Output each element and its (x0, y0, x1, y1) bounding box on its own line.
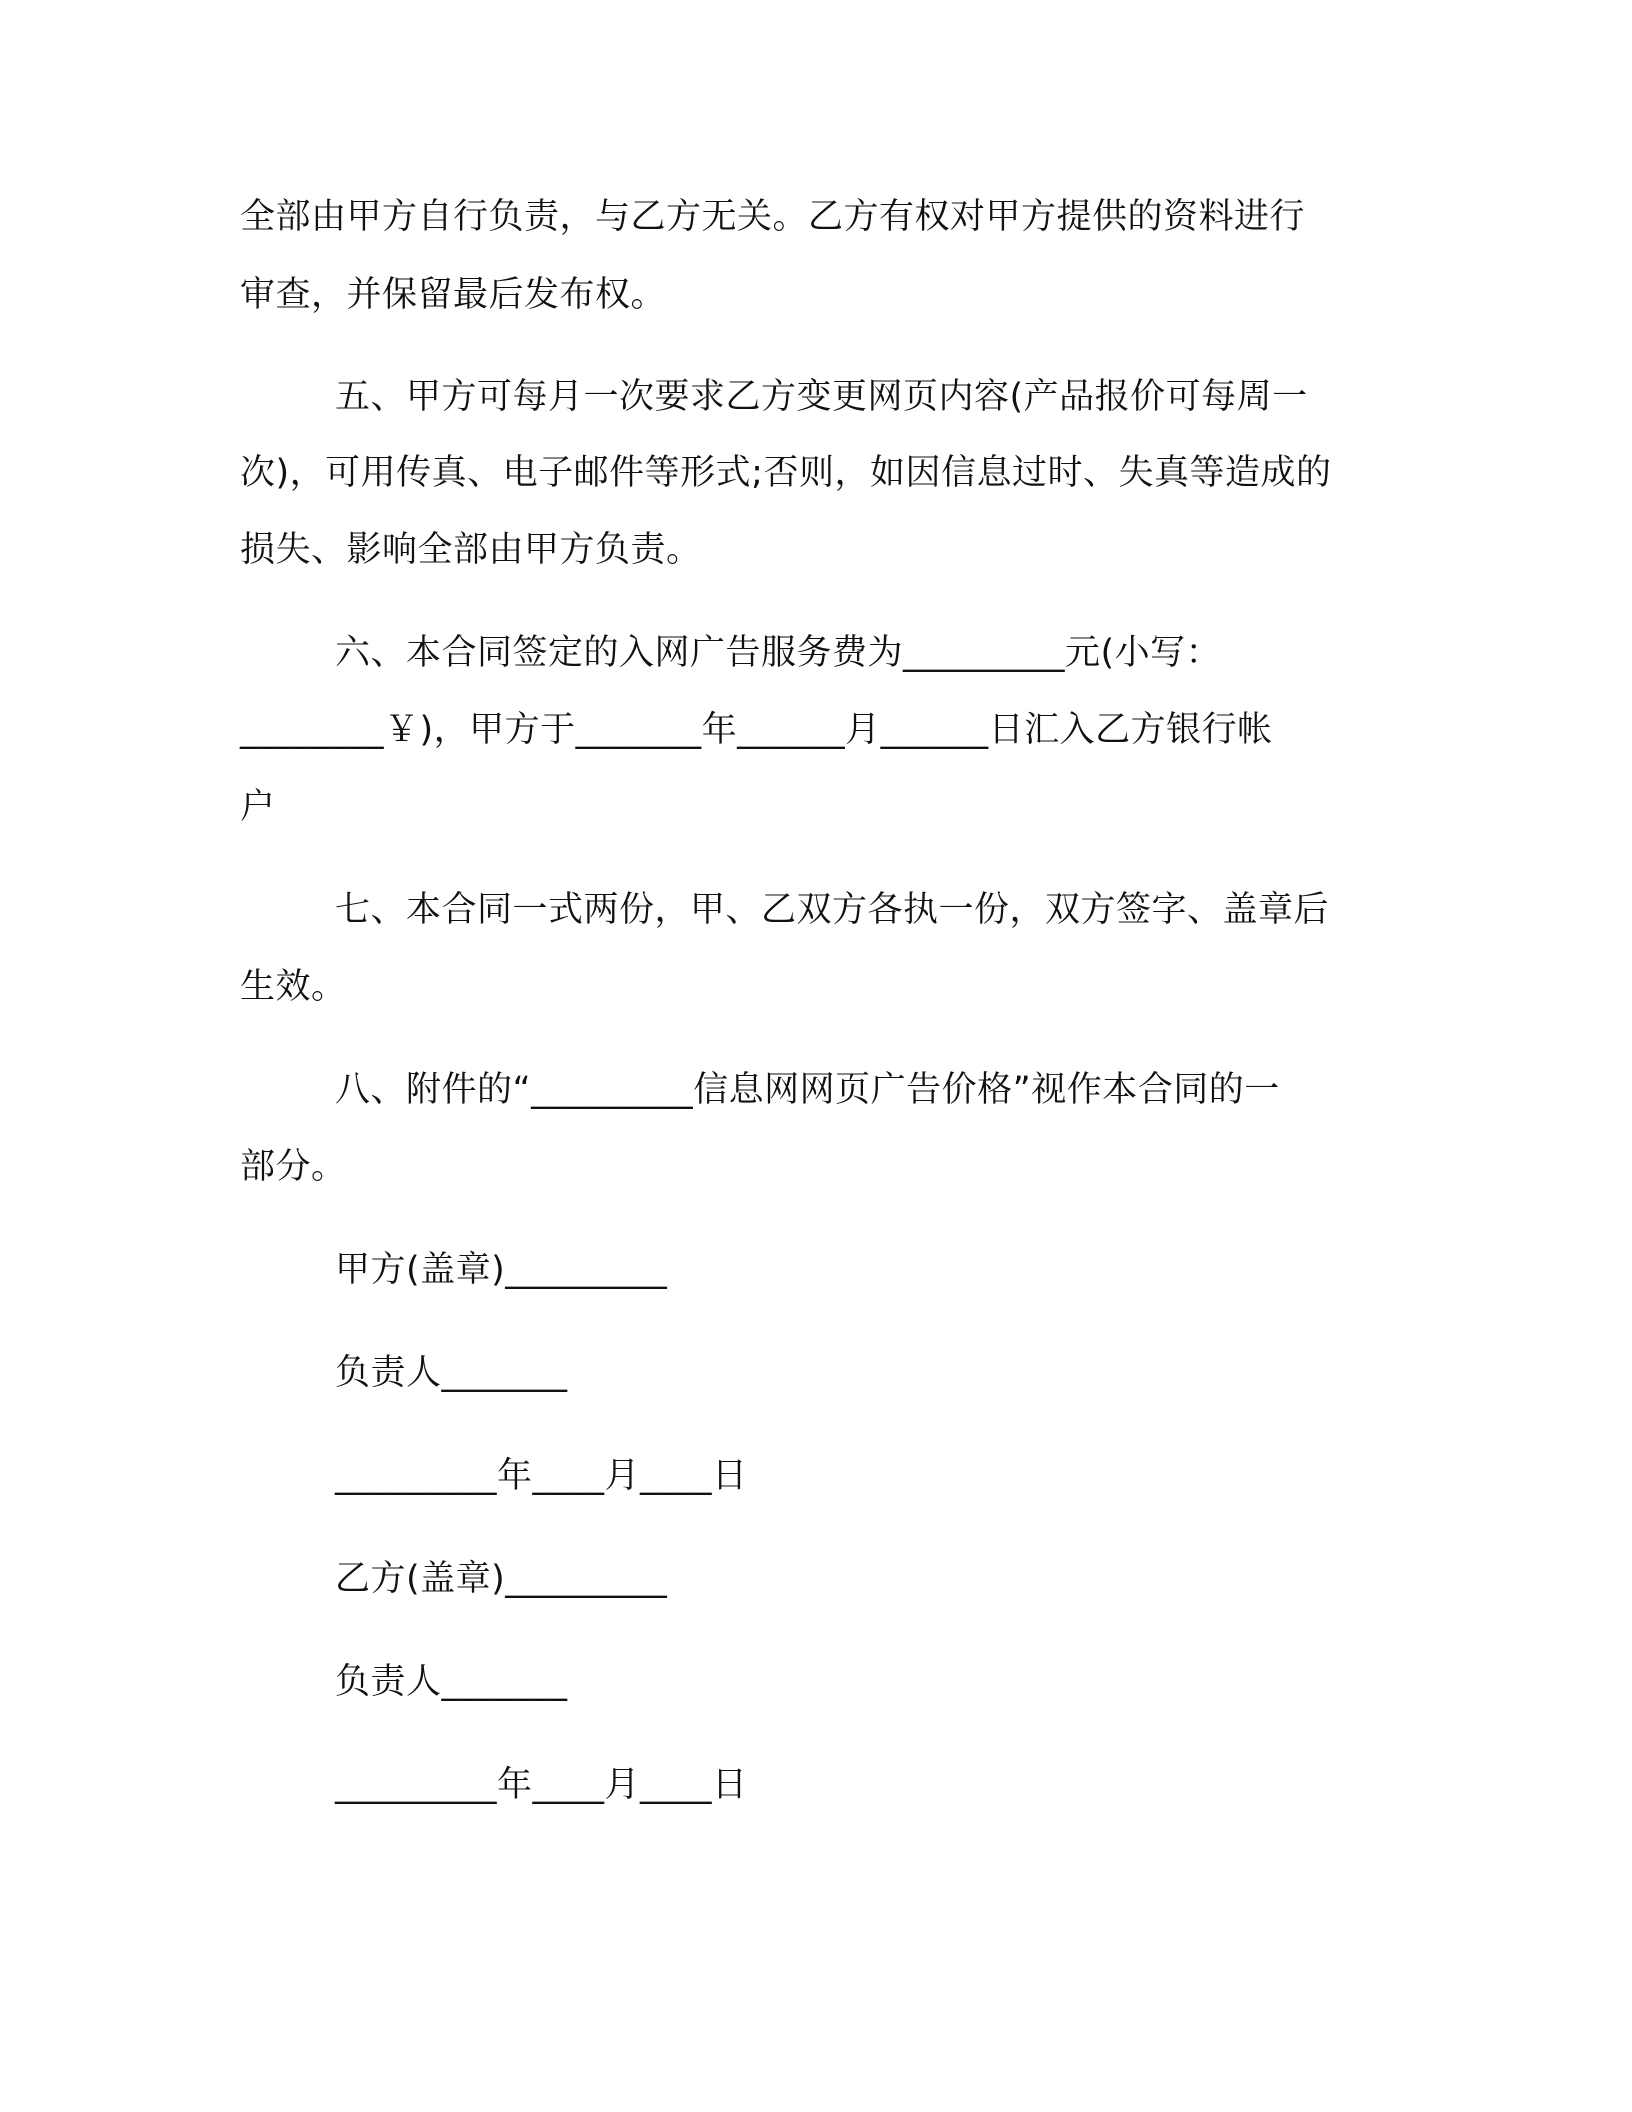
paragraph-7-line-1: 七、本合同一式两份，甲、乙双方各执一份，双方签字、盖章后 (335, 890, 1330, 930)
party-a-date-line: _________年____月____日 (335, 1456, 748, 1496)
paragraph-6-line-3: 户 (240, 787, 276, 827)
party-b-date-line: _________年____月____日 (335, 1765, 748, 1805)
party-b-person-line: 负责人_______ (335, 1662, 568, 1702)
party-a-seal-line: 甲方(盖章)_________ (335, 1250, 668, 1290)
paragraph-4-line-2: 审查，并保留最后发布权。 (240, 275, 667, 315)
paragraph-4-line-1: 全部由甲方自行负责，与乙方无关。乙方有权对甲方提供的资料进行 (240, 197, 1306, 237)
paragraph-5-line-1: 五、甲方可每月一次要求乙方变更网页内容(产品报价可每周一 (335, 377, 1308, 417)
paragraph-6-line-2: ________￥)，甲方于_______年______月______日汇入乙方银行帐 (240, 710, 1273, 750)
paragraph-8-line-1: 八、附件的“_________信息网网页广告价格”视作本合同的一 (335, 1070, 1280, 1110)
paragraph-7-line-2: 生效。 (240, 967, 347, 1007)
paragraph-8-line-2: 部分。 (240, 1147, 347, 1187)
party-a-person-line: 负责人_______ (335, 1353, 568, 1393)
paragraph-6-line-1: 六、本合同签定的入网广告服务费为_________元(小写： (335, 633, 1222, 673)
party-b-seal-line: 乙方(盖章)_________ (335, 1559, 668, 1599)
paragraph-5-line-3: 损失、影响全部由甲方负责。 (240, 530, 702, 570)
paragraph-5-line-2: 次)，可用传真、电子邮件等形式;否则，如因信息过时、失真等造成的 (240, 453, 1332, 493)
